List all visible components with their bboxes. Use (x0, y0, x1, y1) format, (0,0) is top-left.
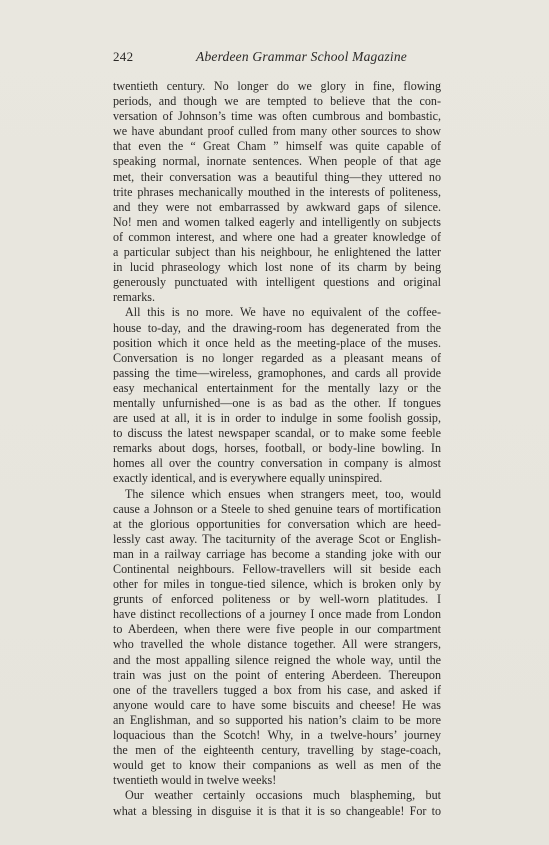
text-line: mentally unfurnished—one is as bad as the other. If tongues (113, 395, 441, 410)
paragraph (113, 788, 441, 818)
text-line: at the glorious opportunities for conversation which are heed- (113, 516, 441, 531)
text-line: remarks about dogs, horses, football, or body-line bowling. In (113, 441, 441, 456)
text-line: other for miles in tongue-tied silence, which is broken only by (113, 577, 441, 592)
text-line: what a blessing in disguise it is that it is so changeable! For to (113, 803, 441, 818)
text-line: versation of Johnson’s time was often cumbrous and bombastic, (113, 109, 441, 124)
text-line: met, their conversation was a beautiful thing—they uttered no (113, 169, 441, 184)
text-line: man in a railway carriage has become a standing joke with our (113, 546, 441, 561)
text-line: that even the “ Great Cham ” himself was quite capable of (113, 139, 441, 154)
text-line: a particular subject than his neighbour, he enlightened the latter (113, 245, 441, 260)
text-line: twentieth century. No longer do we glory in fine, flowing (113, 79, 441, 93)
text-line: twentieth would in twelve weeks! (113, 773, 277, 788)
text-line: loquacious than the Scotch! Why, in a twelve-hours’ journey (113, 728, 441, 743)
paragraph (113, 487, 441, 789)
article-body (113, 79, 441, 819)
text-line: anyone would care to have some biscuits and cheese! He was (113, 697, 441, 712)
text-line: Our weather certainly occasions much blaspheming, but (125, 788, 441, 803)
text-line: are used at all, it is in order to indulge in some foolish gossip, (113, 411, 441, 426)
text-line: generously punctuated with intelligent questions and original (113, 275, 441, 290)
text-line: have distinct recollections of a journey I once made from London (113, 607, 441, 622)
text-line: remarks. (113, 290, 155, 305)
text-line: No! men and women talked eagerly and intelligently on subjects (113, 214, 441, 229)
text-line: The silence which ensues when strangers meet, too, would (125, 486, 441, 501)
text-line: who travelled the whole distance together. All were strangers, (113, 637, 441, 652)
text-line: to discuss the latest newspaper scandal, or to make some feeble (113, 426, 441, 441)
text-line: trite phrases mechanically mouthed in the interests of politeness, (113, 184, 441, 199)
page-number: 242 (113, 49, 134, 64)
text-line: position which it once held as the meeting-place of the muses. (113, 335, 441, 350)
text-line: All this is no more. We have no equivalent of the coffee- (125, 305, 441, 320)
text-line: exactly identical, and is everywhere equally uninspired. (113, 471, 383, 486)
text-line: of common interest, and where one had a greater knowledge of (113, 229, 441, 244)
text-line: would get to know their companions as well as men of the (113, 758, 441, 773)
text-line: periods, and though we are tempted to believe that the con- (113, 94, 441, 109)
page-header (113, 49, 441, 67)
text-line: in lucid phraseology which lost none of its charm by being (113, 260, 441, 275)
text-line: we have abundant proof culled from many other sources to show (113, 124, 441, 139)
text-line: easy mechanical entertainment for the mentally lazy or the (113, 380, 441, 395)
text-line: homes all over the country conversation in company is almost (113, 456, 441, 471)
text-line: house to-day, and the drawing-room has degenerated from the (113, 320, 441, 335)
text-line: lessly cast away. The taciturnity of the average Scot or English- (113, 531, 441, 546)
text-line: the men of the eighteenth century, travelling by stage-coach, (113, 743, 441, 758)
text-line: grunts of enforced politeness or by well-worn platitudes. I (113, 592, 441, 607)
text-line: passing the time—wireless, gramophones, and cards all provide (113, 365, 441, 380)
text-line: one of the travellers tugged a box from his case, and asked if (113, 682, 441, 697)
text-line: and they were not embarrassed by awkward gaps of silence. (113, 199, 441, 214)
paragraph (113, 79, 441, 305)
text-line: cause a Johnson or a Steele to shed genuine tears of mortification (113, 501, 441, 516)
text-line: Continental neighbours. Fellow-travellers will sit beside each (113, 562, 441, 576)
text-line: and the most appalling silence reigned the whole way, until the (113, 652, 441, 667)
text-line: to Aberdeen, when there were five people in our compartment (113, 622, 441, 637)
text-line: Conversation is no longer regarded as a pleasant means of (113, 350, 441, 365)
running-title: Aberdeen Grammar School Magazine (196, 49, 407, 64)
text-line: train was just on the point of entering Aberdeen. Thereupon (113, 667, 441, 682)
text-line: speaking normal, inornate sentences. When people of that age (113, 154, 441, 169)
text-line: an Englishman, and so supported his nation’s claim to be more (113, 712, 441, 727)
paragraph (113, 305, 441, 486)
